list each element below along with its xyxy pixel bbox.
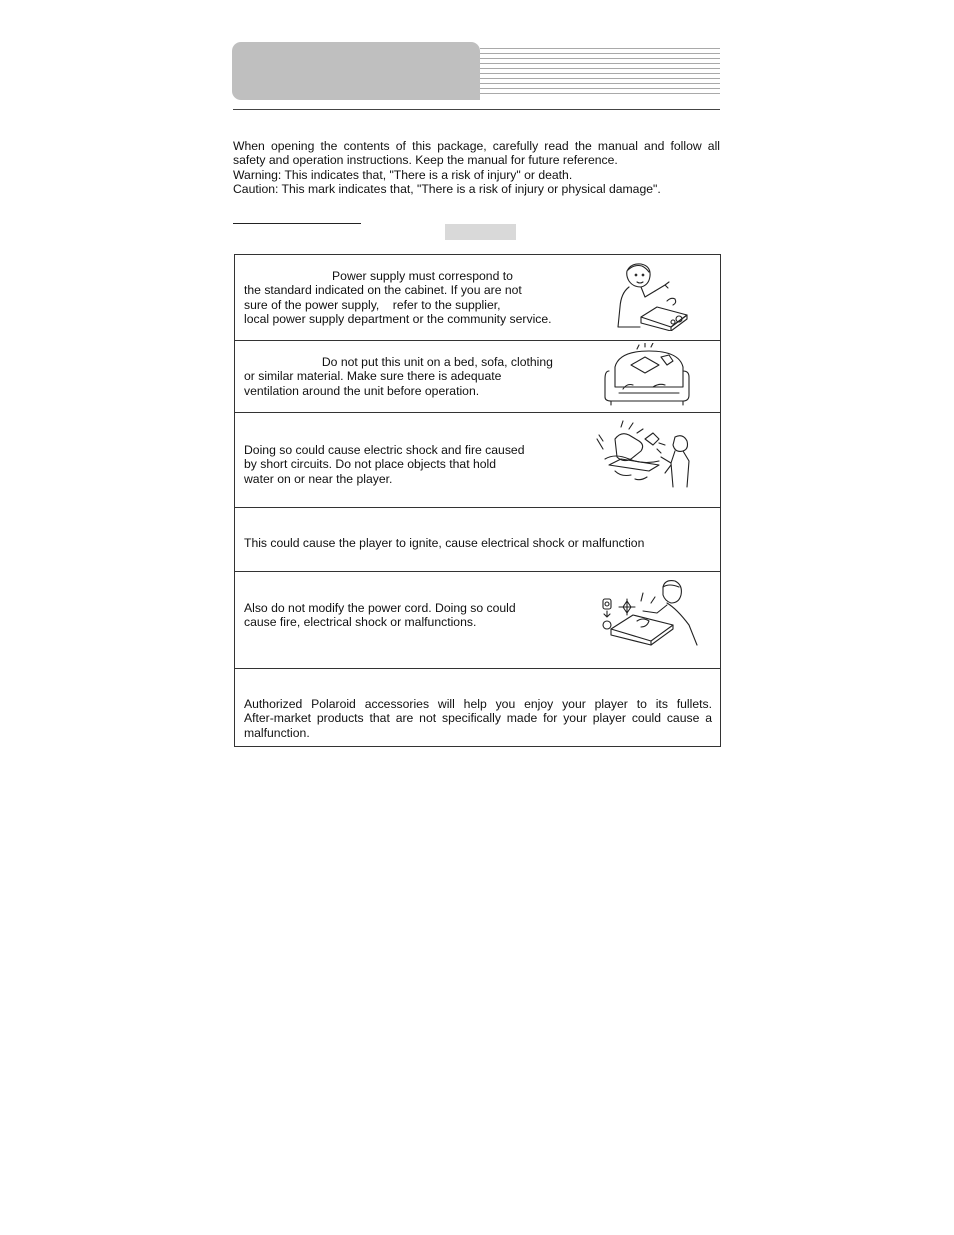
row-line: Power supply must correspond to — [244, 269, 513, 283]
row-line: After-market products that are not specifically made for your player could cause a — [244, 711, 712, 726]
row-text — [244, 697, 712, 740]
row-line: Do not put this unit on a bed, sofa, clothing — [244, 355, 553, 369]
safety-row-power-supply — [235, 255, 720, 341]
water-spill-illustration — [595, 419, 695, 491]
caution-definition: Caution: This mark indicates that, "There is a risk of injury or physical damage". — [233, 182, 661, 197]
safety-row-water — [235, 413, 720, 508]
row-line: Doing so could cause electric shock and fire caused — [244, 443, 525, 457]
row-line: local power supply department or the community service. — [244, 312, 552, 327]
safety-row-ignite — [235, 508, 720, 572]
row-line: Authorized Polaroid accessories will help you enjoy your player to its fullets. — [244, 697, 712, 711]
row-line: cause fire, electrical shock or malfunctions. — [244, 615, 477, 630]
row-text — [244, 443, 524, 486]
safety-row-accessories — [235, 669, 720, 746]
intro-line-1: When opening the contents of this package, carefully read the manual and follow all — [233, 139, 720, 153]
row-line: ventilation around the unit before operation. — [244, 383, 480, 398]
row-line: by short circuits. Do not place objects that hold — [244, 457, 497, 472]
row-line: Also do not modify the power cord. Doing so could — [244, 601, 516, 615]
man-modifying-unit-illustration — [597, 579, 703, 649]
row-line: or similar material. Make sure there is adequate — [244, 369, 502, 384]
row-line: sure of the power supply, refer to the supplier, — [244, 297, 501, 312]
intro-line-2: safety and operation instructions. Keep the manual for future reference. — [233, 153, 618, 168]
row-text — [244, 536, 644, 550]
row-text — [244, 355, 553, 398]
chapter-header-tab — [232, 42, 480, 100]
row-text — [244, 601, 516, 630]
row-line: malfunction. — [244, 725, 310, 740]
safety-row-ventilation — [235, 341, 720, 413]
section-heading-underline — [233, 223, 361, 224]
intro-text — [233, 139, 720, 197]
warning-definition: Warning: This indicates that, "There is a risk of injury" or death. — [233, 167, 573, 182]
row-line: the standard indicated on the cabinet. If you are not — [244, 283, 522, 298]
player-on-sofa-illustration — [601, 343, 693, 407]
row-line: This could cause the player to ignite, cause electrical shock or malfunction — [244, 536, 645, 550]
header-stripes — [480, 48, 720, 100]
section-label-box — [445, 224, 516, 240]
header-rule — [233, 109, 720, 110]
safety-table — [234, 254, 721, 747]
row-text — [244, 269, 552, 327]
row-line: water on or near the player. — [244, 471, 393, 486]
man-checking-plug-illustration — [611, 261, 695, 331]
safety-row-power-cord — [235, 572, 720, 669]
